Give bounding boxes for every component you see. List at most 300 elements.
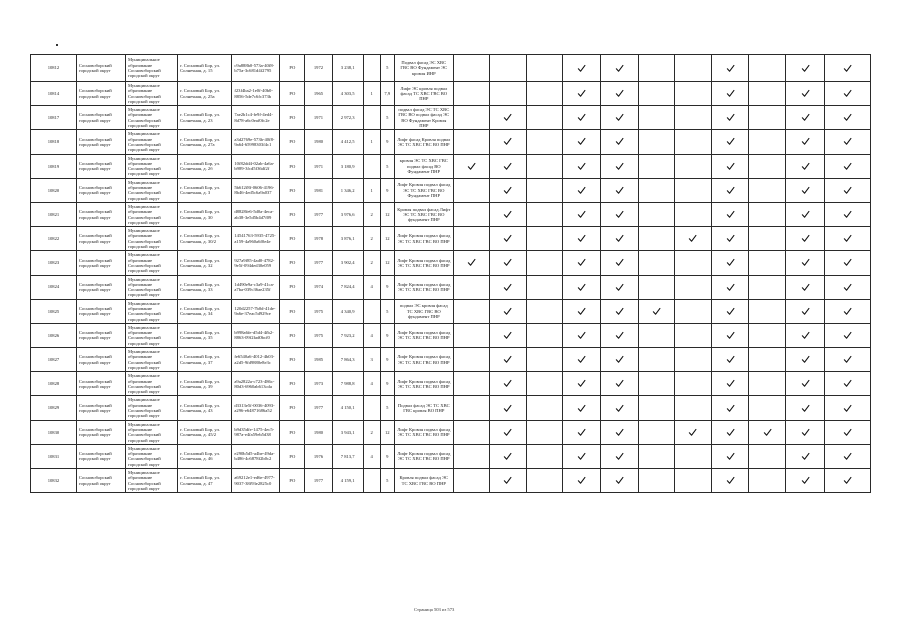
check-mark-icon: [563, 331, 600, 340]
check-mark-icon: [601, 331, 639, 340]
area-cell: 4 412,5: [332, 130, 363, 154]
work-type-cell: [674, 106, 712, 130]
district-cell: Сосновоборский городской округ: [76, 178, 125, 202]
check-mark-icon: [786, 283, 824, 292]
check-mark-icon: [786, 331, 824, 340]
build-year-cell: 1974: [305, 275, 332, 299]
check-mark-icon: [563, 283, 600, 292]
work-type-cell: [824, 299, 870, 323]
work-type-cell: [563, 469, 601, 493]
owner-cell: Муниципальное образование Сосновоборский городской округ: [125, 469, 177, 493]
work-type-cell: [712, 420, 749, 444]
area-cell: 7 813,7: [332, 444, 363, 468]
owner-cell: Муниципальное образование Сосновоборский городской округ: [125, 396, 177, 420]
check-mark-icon: [786, 428, 824, 437]
build-year-cell: 1977: [305, 396, 332, 420]
area-cell: 3 943,1: [332, 420, 363, 444]
work-type-cell: [748, 396, 786, 420]
entrances-cell: 2: [363, 251, 380, 275]
district-cell: Сосновоборский городской округ: [76, 396, 125, 420]
work-type-cell: [712, 275, 749, 299]
check-mark-icon: [490, 258, 526, 267]
fias-code-cell: 1d490e9a-c3a9-41ca-a7ba-039c36ae235f: [232, 275, 280, 299]
check-mark-icon: [563, 428, 600, 437]
check-mark-icon: [825, 379, 870, 388]
works-list-cell: Лифт Кровля подвал фасад ЭС ТС ХВС ГВС ВО ПНР: [395, 227, 453, 251]
check-mark-icon: [825, 137, 870, 146]
check-mark-icon: [490, 404, 526, 413]
work-type-cell: [674, 372, 712, 396]
check-mark-icon: [563, 162, 600, 171]
work-type-cell: [453, 444, 490, 468]
floors-cell: 12: [380, 251, 395, 275]
work-type-cell: [824, 348, 870, 372]
entrances-cell: [363, 469, 380, 493]
work-type-cell: [674, 275, 712, 299]
work-type-cell: [490, 251, 527, 275]
work-type-cell: [526, 469, 563, 493]
object-id-cell: 10821: [31, 202, 77, 226]
check-mark-icon: [601, 137, 639, 146]
work-type-cell: [748, 251, 786, 275]
build-year-cell: 1978: [305, 227, 332, 251]
address-cell: г. Сосновый Бор, ул. Солнечная, д. 30/2: [178, 227, 232, 251]
area-cell: 2 972,3: [332, 106, 363, 130]
works-list-cell: Лифт Кровля подвал фасад ЭС ТС ХВС ГВС ВО ПНР: [395, 348, 453, 372]
table-row: [31, 55, 871, 82]
district-cell: Сосновоборский городской округ: [76, 227, 125, 251]
work-type-cell: [639, 444, 674, 468]
address-cell: г. Сосновый Бор, ул. Солнечная, д. 45/2: [178, 420, 232, 444]
work-type-cell: [490, 82, 527, 106]
work-type-cell: [600, 396, 639, 420]
works-list-cell: подвал фасад ЭС ТС ХВС ГВС ВО подвал фасад ЭС ВО Фундамент Кровля ПНР: [395, 106, 453, 130]
check-mark-icon: [601, 379, 639, 388]
area-cell: 7 824,4: [332, 275, 363, 299]
work-type-cell: [526, 396, 563, 420]
entrances-cell: [363, 154, 380, 178]
work-type-cell: [563, 154, 601, 178]
table-row: [31, 396, 871, 420]
table-row: [31, 372, 871, 396]
table-row: [31, 106, 871, 130]
work-type-cell: [526, 178, 563, 202]
floors-cell: 5: [380, 55, 395, 82]
object-id-cell: 10823: [31, 251, 77, 275]
work-type-cell: [563, 130, 601, 154]
work-type-cell: [639, 82, 674, 106]
check-mark-icon: [601, 283, 639, 292]
entrances-cell: [363, 396, 380, 420]
address-cell: г. Сосновый Бор, ул. Солнечная, д. 46: [178, 444, 232, 468]
entrances-cell: 4: [363, 323, 380, 347]
table-row: [31, 251, 871, 275]
work-type-cell: [674, 469, 712, 493]
check-mark-icon: [639, 307, 673, 316]
area-cell: 4 303,5: [332, 82, 363, 106]
check-mark-icon: [490, 186, 526, 195]
work-type-cell: [824, 396, 870, 420]
check-mark-icon: [675, 234, 712, 243]
work-type-cell: [490, 469, 527, 493]
work-type-cell: [824, 55, 870, 82]
work-type-cell: [600, 348, 639, 372]
check-mark-icon: [825, 89, 870, 98]
work-type-cell: [639, 469, 674, 493]
check-mark-icon: [563, 452, 600, 461]
work-type-cell: [563, 275, 601, 299]
work-type-cell: [563, 55, 601, 82]
work-type-cell: [563, 323, 601, 347]
work-type-cell: [786, 323, 825, 347]
work-type-cell: [712, 202, 749, 226]
check-mark-icon: [601, 476, 639, 485]
work-type-cell: [712, 178, 749, 202]
works-list-cell: кровля ЭС ТС ХВС ГВС подвал фасад ВО Фундамент ПНР: [395, 154, 453, 178]
work-type-cell: [563, 348, 601, 372]
check-mark-icon: [786, 137, 824, 146]
check-mark-icon: [825, 307, 870, 316]
check-mark-icon: [786, 89, 824, 98]
work-type-cell: [674, 348, 712, 372]
work-type-cell: [748, 227, 786, 251]
check-mark-icon: [601, 452, 639, 461]
check-mark-icon: [712, 379, 748, 388]
check-mark-icon: [825, 210, 870, 219]
check-mark-icon: [825, 258, 870, 267]
object-id-cell: 10822: [31, 227, 77, 251]
work-type-cell: [453, 202, 490, 226]
work-type-cell: [674, 444, 712, 468]
address-cell: г. Сосновый Бор, ул. Солнечная, д. 32: [178, 251, 232, 275]
work-type-cell: [786, 469, 825, 493]
work-type-cell: [563, 444, 601, 468]
work-type-cell: [824, 130, 870, 154]
check-mark-icon: [786, 210, 824, 219]
owner-cell: Муниципальное образование Сосновоборский городской округ: [125, 444, 177, 468]
check-mark-icon: [490, 355, 526, 364]
work-type-cell: [453, 299, 490, 323]
object-id-cell: 10824: [31, 275, 77, 299]
work-type-cell: [712, 299, 749, 323]
check-mark-icon: [825, 331, 870, 340]
work-type-cell: [674, 202, 712, 226]
work-type-cell: [526, 82, 563, 106]
work-type-cell: [639, 275, 674, 299]
work-type-cell: [674, 130, 712, 154]
object-id-cell: 10817: [31, 106, 77, 130]
work-type-cell: [824, 420, 870, 444]
work-type-cell: [824, 469, 870, 493]
work-type-cell: [563, 372, 601, 396]
fias-code-cell: b9d35dfe-1475-4ec5-987a-e4fa59eb5d38: [232, 420, 280, 444]
work-type-cell: [563, 420, 601, 444]
work-type-cell: [786, 299, 825, 323]
check-mark-icon: [825, 234, 870, 243]
work-type-cell: [490, 227, 527, 251]
work-type-cell: [600, 275, 639, 299]
fias-code-cell: fe6540a6-4012-4b03-a2d5-9fd9880e8e3c: [232, 348, 280, 372]
work-type-cell: [712, 106, 749, 130]
check-mark-icon: [490, 428, 526, 437]
work-type-cell: [748, 130, 786, 154]
table-row: [31, 227, 871, 251]
fias-code-cell: 14541763-5935-4725-a159-4a960a6f0e4e: [232, 227, 280, 251]
district-cell: Сосновоборский городской округ: [76, 154, 125, 178]
entrances-cell: [363, 55, 380, 82]
address-cell: г. Сосновый Бор, ул. Солнечная, д. 37: [178, 348, 232, 372]
work-type-cell: [786, 55, 825, 82]
work-type-cell: [639, 130, 674, 154]
fias-code-cell: c9a888b0-573a-40f8-b75a-3c681d4f2795: [232, 55, 280, 82]
address-cell: г. Сосновый Бор, ул. Солнечная, д. 23: [178, 106, 232, 130]
district-cell: Сосновоборский городской округ: [76, 55, 125, 82]
object-id-cell: 10818: [31, 130, 77, 154]
work-type-cell: [786, 275, 825, 299]
work-type-cell: [786, 372, 825, 396]
work-type-cell: [786, 106, 825, 130]
works-list-cell: Кровля подвал фасад ЭС ТС ХВС ГВС ВО ПНР: [395, 469, 453, 493]
ownership-kind-cell: РО: [280, 372, 305, 396]
check-mark-icon: [712, 113, 748, 122]
floors-cell: 7,9: [380, 82, 395, 106]
work-type-cell: [600, 299, 639, 323]
check-mark-icon: [601, 355, 639, 364]
check-mark-icon: [712, 210, 748, 219]
work-type-cell: [748, 348, 786, 372]
works-list-cell: Лифт Кровля подвал фасад ЭС ТС ХВС ГВС ВО ПНР: [395, 444, 453, 468]
check-mark-icon: [563, 234, 600, 243]
district-cell: Сосновоборский городской округ: [76, 130, 125, 154]
district-cell: Сосновоборский городской округ: [76, 202, 125, 226]
object-id-cell: 10829: [31, 396, 77, 420]
work-type-cell: [748, 299, 786, 323]
work-type-cell: [674, 299, 712, 323]
work-type-cell: [490, 420, 527, 444]
work-type-cell: [786, 348, 825, 372]
work-type-cell: [526, 372, 563, 396]
work-type-cell: [563, 202, 601, 226]
check-mark-icon: [786, 307, 824, 316]
check-mark-icon: [490, 113, 526, 122]
work-type-cell: [453, 420, 490, 444]
work-type-cell: [824, 106, 870, 130]
work-type-cell: [712, 372, 749, 396]
work-type-cell: [453, 348, 490, 372]
works-list-cell: Кровля подвал фасад Лифт ЭС ТС ХВС ГВС ВО фундамент ПНР: [395, 202, 453, 226]
work-type-cell: [526, 299, 563, 323]
work-type-cell: [453, 154, 490, 178]
table-row: [31, 323, 871, 347]
check-mark-icon: [601, 428, 639, 437]
ownership-kind-cell: РО: [280, 469, 305, 493]
floors-cell: 9: [380, 323, 395, 347]
address-cell: г. Сосновый Бор, ул. Солнечная, д. 34: [178, 299, 232, 323]
work-type-cell: [600, 55, 639, 82]
check-mark-icon: [786, 113, 824, 122]
works-list-cell: Лифт Кровля подвал фасад ЭС ТС ХВС ГВС ВО ПНР: [395, 251, 453, 275]
object-id-cell: 10827: [31, 348, 77, 372]
area-cell: 3 902,4: [332, 251, 363, 275]
check-mark-icon: [712, 89, 748, 98]
check-mark-icon: [712, 186, 748, 195]
work-type-cell: [453, 396, 490, 420]
work-type-cell: [526, 251, 563, 275]
ownership-kind-cell: РО: [280, 420, 305, 444]
district-cell: Сосновоборский городской округ: [76, 444, 125, 468]
work-type-cell: [639, 106, 674, 130]
work-type-cell: [490, 154, 527, 178]
area-cell: 4 150,1: [332, 396, 363, 420]
check-mark-icon: [563, 355, 600, 364]
work-type-cell: [712, 323, 749, 347]
check-mark-icon: [786, 234, 824, 243]
work-type-cell: [712, 469, 749, 493]
fias-code-cell: b998a6fe-d5d4-4fb2-8863-09f2fad0bcf0: [232, 323, 280, 347]
work-type-cell: [824, 323, 870, 347]
check-mark-icon: [563, 137, 600, 146]
check-mark-icon: [490, 379, 526, 388]
work-type-cell: [600, 82, 639, 106]
check-mark-icon: [563, 307, 600, 316]
work-type-cell: [490, 202, 527, 226]
entrances-cell: 4: [363, 275, 380, 299]
table-row: [31, 82, 871, 106]
work-type-cell: [600, 154, 639, 178]
ownership-kind-cell: РО: [280, 299, 305, 323]
work-type-cell: [824, 275, 870, 299]
works-list-cell: Лифт Кровля подвал фасад ЭС ТС ХВС ГВС ВО ПНР: [395, 420, 453, 444]
check-mark-icon: [675, 428, 712, 437]
address-cell: г. Сосновый Бор, ул. Солнечная, д. 33: [178, 275, 232, 299]
work-type-cell: [674, 420, 712, 444]
work-type-cell: [748, 55, 786, 82]
floors-cell: 9: [380, 130, 395, 154]
check-mark-icon: [490, 234, 526, 243]
floors-cell: 12: [380, 227, 395, 251]
ownership-kind-cell: РО: [280, 251, 305, 275]
table-row: [31, 130, 871, 154]
address-cell: г. Сосновый Бор, ул. Солнечная, д. 25а: [178, 82, 232, 106]
ownership-kind-cell: РО: [280, 348, 305, 372]
work-type-cell: [748, 154, 786, 178]
check-mark-icon: [563, 258, 600, 267]
work-type-cell: [824, 227, 870, 251]
check-mark-icon: [601, 162, 639, 171]
object-id-cell: 10820: [31, 178, 77, 202]
check-mark-icon: [563, 210, 600, 219]
ownership-kind-cell: РО: [280, 130, 305, 154]
entrances-cell: 1: [363, 178, 380, 202]
entrances-cell: 2: [363, 202, 380, 226]
work-type-cell: [639, 299, 674, 323]
build-year-cell: 1977: [305, 202, 332, 226]
work-type-cell: [526, 348, 563, 372]
work-type-cell: [453, 55, 490, 82]
work-type-cell: [600, 420, 639, 444]
check-mark-icon: [490, 162, 526, 171]
object-id-cell: 10828: [31, 372, 77, 396]
work-type-cell: [563, 227, 601, 251]
check-mark-icon: [490, 283, 526, 292]
check-mark-icon: [825, 186, 870, 195]
check-mark-icon: [786, 476, 824, 485]
fias-code-cell: f23f4ba2-1e0f-40b0-8856-5de7c6fc373b: [232, 82, 280, 106]
work-type-cell: [526, 130, 563, 154]
address-cell: г. Сосновый Бор, ул. Солнечная, д. 39: [178, 372, 232, 396]
build-year-cell: 1972: [305, 55, 332, 82]
check-mark-icon: [454, 258, 490, 267]
work-type-cell: [526, 202, 563, 226]
ownership-kind-cell: РО: [280, 202, 305, 226]
work-type-cell: [748, 323, 786, 347]
build-year-cell: 1985: [305, 348, 332, 372]
check-mark-icon: [786, 355, 824, 364]
work-type-cell: [526, 444, 563, 468]
check-mark-icon: [563, 89, 600, 98]
work-type-cell: [712, 154, 749, 178]
work-type-cell: [453, 251, 490, 275]
check-mark-icon: [825, 404, 870, 413]
object-id-cell: 10825: [31, 299, 77, 323]
work-type-cell: [639, 323, 674, 347]
address-cell: г. Сосновый Бор, ул. Солнечная, д. 3: [178, 178, 232, 202]
work-type-cell: [490, 275, 527, 299]
ownership-kind-cell: РО: [280, 323, 305, 347]
fias-code-cell: d8828fe6-5d0a-4eca-ab38-3e5d5b4d7f09: [232, 202, 280, 226]
owner-cell: Муниципальное образование Сосновоборский городской округ: [125, 178, 177, 202]
work-type-cell: [490, 55, 527, 82]
entrances-cell: 4: [363, 372, 380, 396]
work-type-cell: [712, 444, 749, 468]
work-type-cell: [600, 251, 639, 275]
address-cell: г. Сосновый Бор, ул. Солнечная, д. 43: [178, 396, 232, 420]
owner-cell: Муниципальное образование Сосновоборский городской округ: [125, 323, 177, 347]
work-type-cell: [600, 178, 639, 202]
check-mark-icon: [712, 307, 748, 316]
check-mark-icon: [712, 137, 748, 146]
work-type-cell: [674, 178, 712, 202]
work-type-cell: [453, 469, 490, 493]
check-mark-icon: [454, 162, 490, 171]
work-type-cell: [563, 299, 601, 323]
table-row: [31, 444, 871, 468]
check-mark-icon: [712, 64, 748, 73]
work-type-cell: [748, 420, 786, 444]
table-row: [31, 202, 871, 226]
table-row: [31, 420, 871, 444]
ownership-kind-cell: РО: [280, 444, 305, 468]
entrances-cell: 4: [363, 444, 380, 468]
check-mark-icon: [601, 64, 639, 73]
work-type-cell: [490, 348, 527, 372]
check-mark-icon: [490, 307, 526, 316]
check-mark-icon: [825, 355, 870, 364]
work-type-cell: [786, 396, 825, 420]
check-mark-icon: [712, 476, 748, 485]
work-type-cell: [453, 275, 490, 299]
object-id-cell: 10831: [31, 444, 77, 468]
district-cell: Сосновоборский городской округ: [76, 372, 125, 396]
fias-code-cell: a3d2769e-573b-40f8-9a64-65998303f4c1: [232, 130, 280, 154]
work-type-cell: [490, 178, 527, 202]
work-type-cell: [563, 178, 601, 202]
district-cell: Сосновоборский городской округ: [76, 348, 125, 372]
work-type-cell: [600, 469, 639, 493]
work-type-cell: [639, 396, 674, 420]
work-type-cell: [600, 130, 639, 154]
floors-cell: 5: [380, 106, 395, 130]
